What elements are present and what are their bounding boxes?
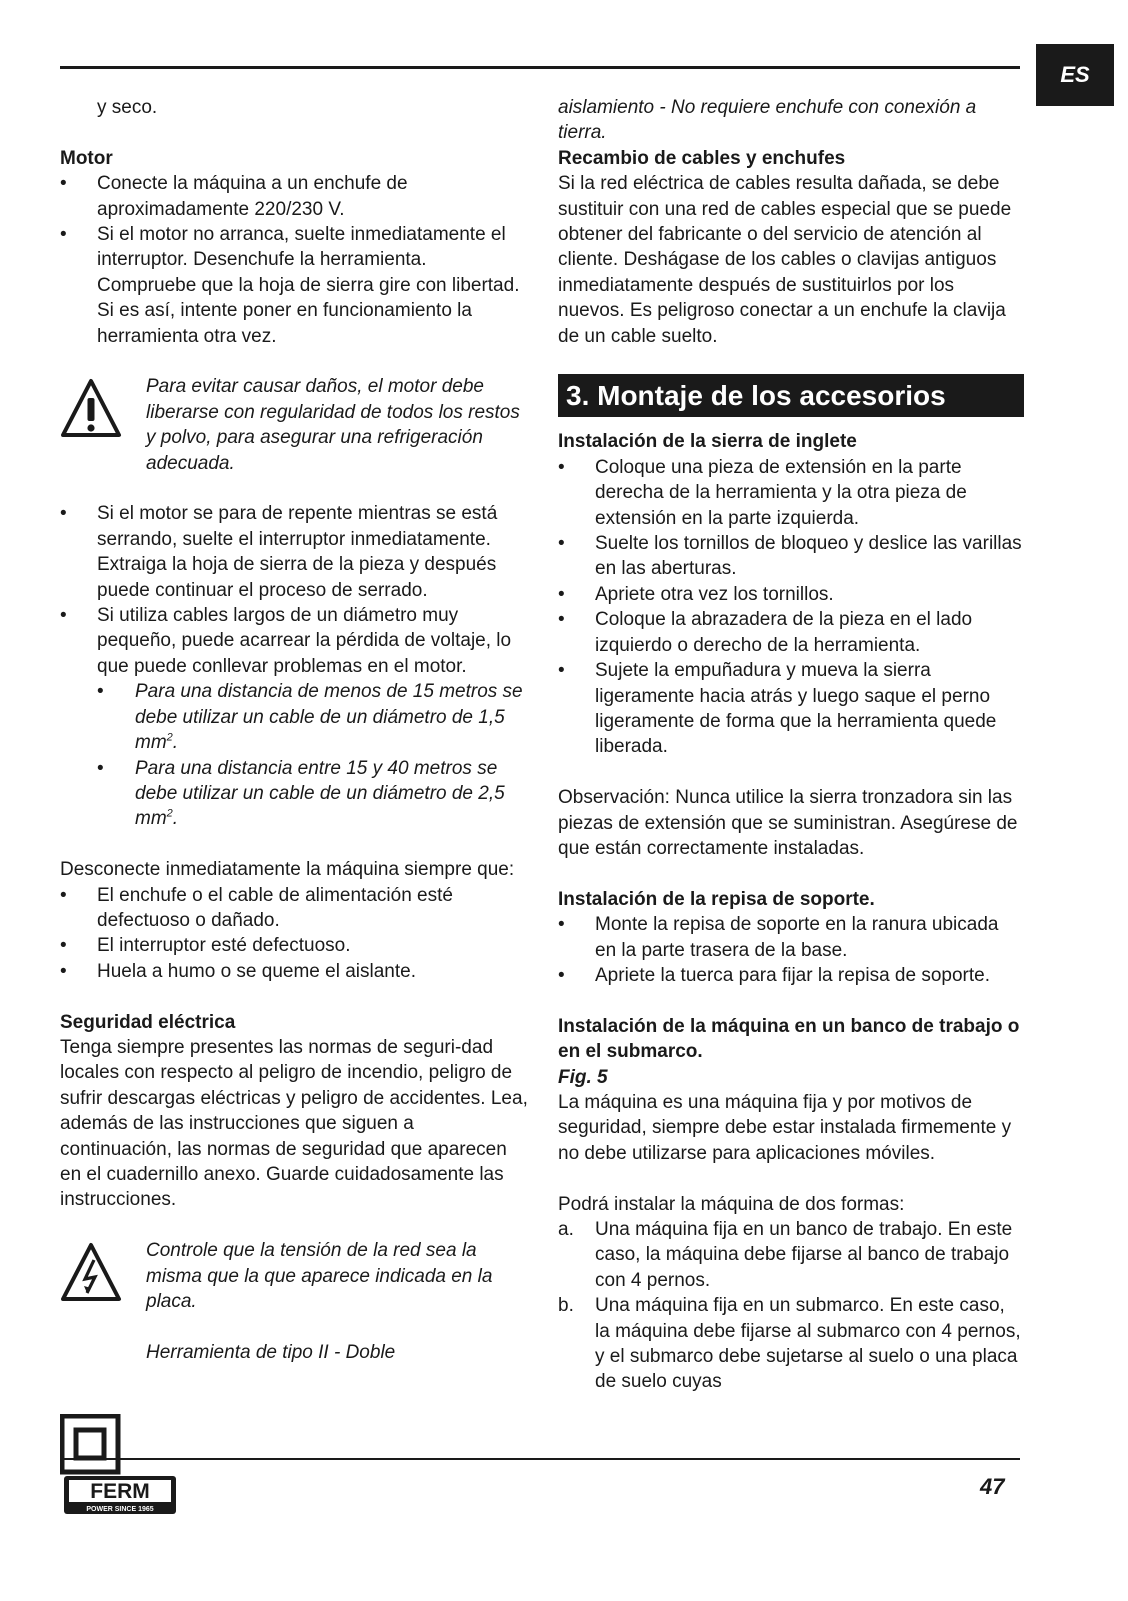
list-item: • Suelte los tornillos de bloqueo y deslice las varillas en las aberturas.: [558, 533, 1022, 580]
ways-intro: Podrá instalar la máquina de dos formas:: [558, 1193, 905, 1215]
class2-continuation: aislamiento - No requiere enchufe con conexión a tierra.: [558, 97, 977, 144]
class2-text: Herramienta de tipo II - Doble: [146, 1341, 396, 1363]
list-item: • Apriete la tuerca para fijar la repisa de soporte.: [558, 964, 990, 986]
top-rule: [60, 66, 1020, 69]
list-item: • Coloque una pieza de extensión en la parte derecha de la herramienta y la otra pieza de extensión en la parte izquierda.: [558, 456, 967, 529]
logo-wordmark: FERM: [90, 1480, 150, 1503]
section-title: 3. Montaje de los accesorios: [558, 374, 1024, 417]
electric-shock-triangle-icon: [60, 1238, 146, 1314]
bottom-rule: [60, 1458, 1020, 1460]
list-item: • Apriete otra vez los tornillos.: [558, 583, 834, 605]
logo-tagline: POWER SINCE 1965: [86, 1506, 154, 1513]
cables-text: Si la red eléctrica de cables resulta dañada, se debe sustituir con una red de cables especial que se puede obtener del fabricante o del servicio de atención al cliente. Deshágase de los cables o clavijas antiguos inmediatamente después de sustituirlos por los nuevos. Es peligroso conectar a un enchufe la clavija de un cable suelto.: [558, 173, 1012, 347]
list-item: • Sujete la empuñadura y mueva la sierra ligeramente hacia atrás y luego saque el perno ligeramente de forma que la herramienta quede liberada.: [558, 660, 997, 758]
warning-text: Para evitar causar daños, el motor debe liberarse con regularidad de todos los restos y polvo, para asegurar una refrigeración adecuada.: [146, 376, 520, 474]
right-column: [558, 95, 1024, 1395]
double-insulation-icon: [60, 1340, 146, 1365]
sub-list-item: • Para una distancia entre 15 y 40 metros se debe utilizar un cable de un diámetro de 2,5 $mm^2$.: [97, 757, 505, 830]
miter-heading: Instalación de la sierra de inglete: [558, 431, 857, 453]
list-item: • Monte la repisa de soporte en la ranura ubicada en la parte trasera de la base.: [558, 914, 999, 961]
list-item: • Si el motor no arranca, suelte inmediatamente el interruptor. Desenchufe la herramienta. Compruebe que la hoja de sierra gire con libertad. Si es así, intente poner en funcionamiento la herramienta otra vez.: [60, 224, 520, 347]
ferm-logo: [60, 1414, 178, 1518]
list-item: b. Una máquina fija en un submarco. En este caso, la máquina debe fijarse al submarco con 4 pernos, y el submarco debe sujetarse al suelo o una placa de suelo cuyas: [558, 1295, 1021, 1393]
language-tab: ES: [1036, 44, 1114, 106]
observation-text: Observación: Nunca utilice la sierra tronzadora sin las piezas de extensión que se suministran. Asegúrese de que están correctamente instaladas.: [558, 787, 1018, 859]
list-item: • Conecte la máquina a un enchufe de aproximadamente 220/230 V.: [60, 173, 408, 220]
bench-text: La máquina es una máquina fija y por motivos de seguridad, siempre debe estar instalada firmemente y no debe utilizarse para aplicaciones móviles.: [558, 1091, 1012, 1164]
list-item: • Si utiliza cables largos de un diámetro muy pequeño, puede acarrear la pérdida de voltaje, lo que puede conllevar problemas en el motor.: [60, 605, 512, 677]
voltage-note: [60, 1238, 528, 1314]
continuation-text: y seco.: [97, 97, 158, 118]
list-item: • Si el motor se para de repente mientras se está serrando, suelte el interruptor inmediatamente. Extraiga la hoja de sierra de la pieza y después puede continuar el proceso de serrado.: [60, 503, 498, 601]
left-column: [60, 95, 528, 1365]
voltage-text: Controle que la tensión de la red sea la misma que la que aparece indicada en la placa.: [146, 1240, 493, 1312]
disconnect-intro: Desconecte inmediatamente la máquina siempre que:: [60, 859, 515, 881]
motor-heading: Motor: [60, 147, 113, 169]
warning-note: [60, 374, 528, 476]
electric-safety-heading: Seguridad eléctrica: [60, 1011, 236, 1033]
shelf-heading: Instalación de la repisa de soporte.: [558, 888, 875, 910]
list-item: • Coloque la abrazadera de la pieza en el lado izquierdo o derecho de la herramienta.: [558, 609, 973, 656]
cables-heading: Recambio de cables y enchufes: [558, 147, 846, 169]
class2-note: [60, 1340, 528, 1365]
figure-reference: Fig. 5: [558, 1066, 608, 1088]
list-item: • El interruptor esté defectuoso.: [60, 935, 351, 957]
list-item: • Huela a humo o se queme el aislante.: [60, 960, 416, 982]
list-item: a. Una máquina fija en un banco de trabajo. En este caso, la máquina debe fijarse al banco de trabajo con 4 pernos.: [558, 1218, 1013, 1291]
page-number: 47: [980, 1474, 1005, 1499]
electric-safety-text: Tenga siempre presentes las normas de seguri-dad locales con respecto al peligro de incendio, peligro de sufrir descargas eléctricas y peligro de accidentes. Lea, además de las instrucciones que siguen a continuación, las normas de seguridad que aparecen en el cuadernillo anexo. Guarde cuidadosamente las instrucciones.: [60, 1036, 528, 1211]
sub-list-item: • Para una distancia de menos de 15 metros se debe utilizar un cable de un diámetro de 1,5 $mm^2$.: [97, 681, 523, 754]
list-item: • El enchufe o el cable de alimentación esté defectuoso o dañado.: [60, 884, 453, 931]
warning-triangle-icon: [60, 374, 146, 476]
bench-heading: Instalación de la máquina en un banco de trabajo o en el submarco.: [558, 1015, 1020, 1063]
